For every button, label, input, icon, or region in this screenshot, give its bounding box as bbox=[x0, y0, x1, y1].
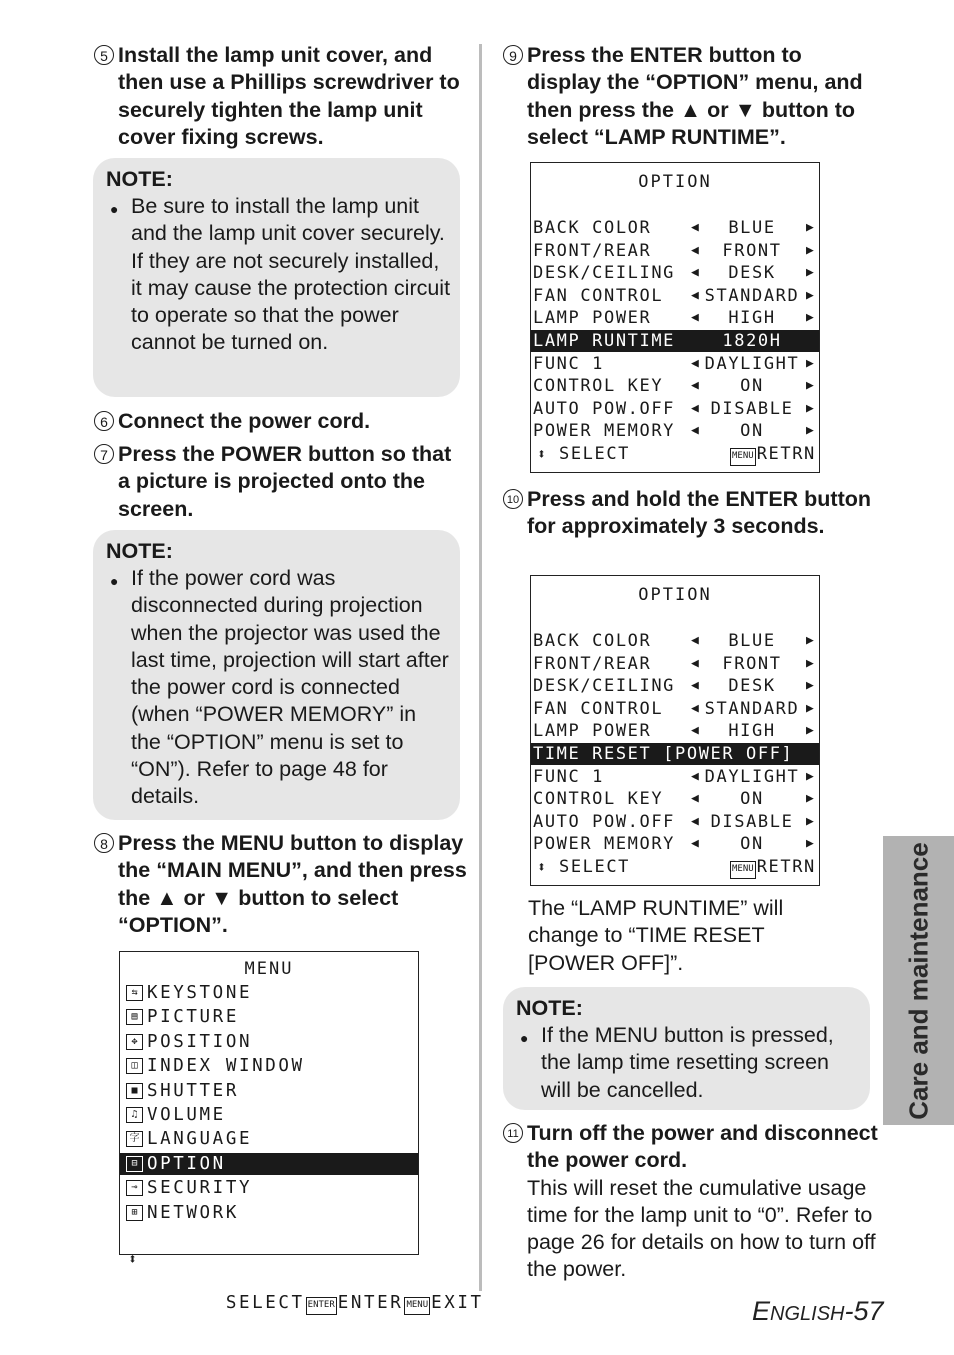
step-6 bbox=[94, 408, 469, 435]
option-row[interactable] bbox=[531, 285, 819, 307]
section-tab bbox=[883, 836, 954, 1125]
return-label: RETRN bbox=[756, 857, 816, 877]
menu-item-label: LANGUAGE bbox=[147, 1129, 253, 1150]
option-row[interactable] bbox=[531, 330, 819, 352]
menu-item[interactable] bbox=[120, 1031, 418, 1053]
result-text: The “LAMP RUNTIME” will change to “TIME RESET [POWER OFF]”. bbox=[528, 896, 784, 975]
step-text: Press and hold the ENTER button for approximately 3 seconds. bbox=[527, 487, 872, 539]
step-11 bbox=[503, 1120, 878, 1284]
option-value: DESK bbox=[728, 676, 776, 697]
option-label: LAMP POWER bbox=[533, 308, 652, 329]
right-arrow-icon: ▶ bbox=[806, 287, 816, 303]
option-row[interactable] bbox=[531, 630, 819, 652]
option-label: LAMP POWER bbox=[533, 721, 652, 742]
menu-item[interactable] bbox=[120, 1006, 418, 1028]
menu-item[interactable] bbox=[120, 1080, 418, 1102]
step-9 bbox=[503, 42, 878, 151]
note-text: If the power cord was disconnected during projection when the projector was used the last time, projection will start after the power cord is connected (when “POWER MEMORY” in the “OPTION” menu is set to “ON”). Refer to page 48 for details. bbox=[131, 566, 449, 809]
option-row[interactable] bbox=[531, 788, 819, 810]
option-label: AUTO POW.OFF bbox=[533, 398, 676, 419]
left-arrow-icon: ◀ bbox=[691, 678, 701, 694]
bullet-icon: ● bbox=[520, 1030, 529, 1046]
menu-title: MENU bbox=[244, 959, 294, 979]
note-box bbox=[503, 987, 870, 1110]
option-value: ON bbox=[740, 376, 764, 397]
step-text: Press the ENTER button to display the “OPTION” menu, and then press the ▲ or ▼ button to select “LAMP RUNTIME”. bbox=[527, 43, 863, 149]
menu-item-label: SHUTTER bbox=[147, 1080, 239, 1101]
left-arrow-icon: ◀ bbox=[691, 265, 701, 281]
option-value: BLUE bbox=[728, 631, 776, 651]
option-value: ON bbox=[740, 421, 764, 442]
menu-item[interactable] bbox=[120, 1177, 418, 1199]
select-label: SELECT bbox=[559, 857, 631, 877]
note-heading: NOTE: bbox=[106, 539, 173, 563]
note-heading: NOTE: bbox=[106, 167, 173, 191]
menu-item-label: NETWORK bbox=[147, 1202, 239, 1223]
option-icon: ⊟ bbox=[126, 1156, 143, 1172]
option-label: POWER MEMORY bbox=[533, 421, 676, 442]
right-arrow-icon: ▶ bbox=[806, 655, 816, 671]
menu-item[interactable] bbox=[120, 982, 418, 1004]
option-value: DAYLIGHT bbox=[704, 353, 800, 374]
network-icon: ⊞ bbox=[126, 1205, 143, 1221]
menu-item[interactable] bbox=[120, 1104, 418, 1126]
step-number: 10 bbox=[503, 489, 523, 509]
bullet-icon: ● bbox=[110, 573, 119, 589]
left-arrow-icon: ◀ bbox=[691, 836, 701, 852]
language-icon: 字 bbox=[126, 1131, 143, 1147]
menu-item[interactable] bbox=[120, 1153, 418, 1175]
option-menu-reset-screen bbox=[530, 575, 820, 886]
option-row[interactable] bbox=[531, 698, 819, 720]
option-row[interactable] bbox=[531, 217, 819, 239]
section-tab-label: Care and maintenance bbox=[903, 841, 933, 1120]
menu-key-icon: MENU bbox=[730, 448, 756, 466]
option-row[interactable] bbox=[531, 675, 819, 697]
option-row[interactable] bbox=[531, 653, 819, 675]
menu-key-icon: MENU bbox=[730, 861, 756, 879]
select-label: SELECT bbox=[559, 444, 631, 464]
page-number bbox=[752, 1296, 884, 1327]
option-label: DESK/CEILING bbox=[533, 676, 676, 697]
exit-label: EXIT bbox=[431, 1293, 484, 1313]
step-number: 6 bbox=[94, 411, 114, 431]
option-row[interactable] bbox=[531, 240, 819, 262]
option-menu-screen bbox=[530, 162, 820, 473]
step-text: Connect the power cord. bbox=[118, 409, 371, 433]
step-8 bbox=[94, 830, 469, 939]
option-label: FRONT/REAR bbox=[533, 240, 652, 261]
right-arrow-icon: ▶ bbox=[806, 678, 816, 694]
option-row[interactable] bbox=[531, 743, 819, 765]
language-rest: NGLISH bbox=[770, 1303, 845, 1325]
column-divider bbox=[479, 44, 482, 1291]
option-row[interactable] bbox=[531, 420, 819, 442]
menu-key-icon: MENU bbox=[404, 1297, 430, 1315]
right-arrow-icon: ▶ bbox=[806, 791, 816, 807]
shutter-icon: ■ bbox=[126, 1083, 143, 1099]
option-value: DAYLIGHT bbox=[704, 766, 800, 787]
enter-label: ENTER bbox=[337, 1293, 404, 1313]
menu-item[interactable] bbox=[120, 1202, 418, 1224]
step-10 bbox=[503, 486, 878, 541]
main-menu-screen bbox=[119, 951, 484, 1313]
option-label: AUTO POW.OFF bbox=[533, 811, 676, 832]
left-arrow-icon: ◀ bbox=[691, 310, 701, 326]
option-label: CONTROL KEY bbox=[533, 376, 664, 397]
option-label: POWER MEMORY bbox=[533, 834, 676, 855]
menu-item-label: OPTION bbox=[147, 1153, 226, 1174]
right-arrow-icon: ▶ bbox=[806, 723, 816, 739]
step-text: Turn off the power and disconnect the power cord. bbox=[527, 1121, 878, 1173]
keystone-icon: ⇆ bbox=[126, 985, 143, 1001]
menu-item-label: INDEX WINDOW bbox=[147, 1056, 305, 1077]
left-arrow-icon: ◀ bbox=[691, 633, 701, 648]
note-box bbox=[93, 530, 460, 820]
picture-icon: ▤ bbox=[126, 1009, 143, 1025]
option-value: ON bbox=[740, 834, 764, 855]
menu-item-label: VOLUME bbox=[147, 1105, 226, 1125]
left-arrow-icon: ◀ bbox=[691, 400, 701, 416]
step-text: Install the lamp unit cover, and then use a Phillips screwdriver to securely tighten the lamp unit cover fixing screws. bbox=[118, 43, 460, 149]
language-initial: E bbox=[752, 1296, 771, 1326]
option-value: DISABLE bbox=[710, 811, 794, 832]
note-text: Be sure to install the lamp unit and the lamp unit cover securely. If they are not securely installed, it may cause the protection circuit to operate so that the power cannot be turned on. bbox=[131, 194, 451, 355]
option-label: LAMP RUNTIME bbox=[533, 331, 676, 351]
menu-item-label: KEYSTONE bbox=[147, 983, 253, 1003]
option-value: HIGH bbox=[728, 308, 776, 329]
security-icon: ⊸ bbox=[126, 1180, 143, 1196]
option-label: TIME RESET [POWER OFF] bbox=[533, 744, 794, 764]
option-label: BACK COLOR bbox=[533, 218, 652, 238]
option-row[interactable] bbox=[531, 375, 819, 397]
right-arrow-icon: ▶ bbox=[806, 310, 816, 326]
option-row[interactable] bbox=[531, 353, 819, 375]
left-arrow-icon: ◀ bbox=[691, 813, 701, 829]
note-heading: NOTE: bbox=[516, 996, 583, 1020]
option-value: ON bbox=[740, 789, 764, 810]
option-value: DISABLE bbox=[710, 398, 794, 419]
option-row[interactable] bbox=[531, 262, 819, 284]
right-arrow-icon: ▶ bbox=[806, 242, 816, 258]
option-value: STANDARD bbox=[704, 285, 800, 306]
volume-icon: ♫ bbox=[126, 1107, 143, 1123]
option-value: HIGH bbox=[728, 721, 776, 742]
option-row[interactable] bbox=[531, 307, 819, 329]
right-arrow-icon: ▶ bbox=[806, 400, 816, 416]
option-value: FRONT bbox=[722, 240, 782, 261]
option-label: FAN CONTROL bbox=[533, 698, 664, 719]
option-label: CONTROL KEY bbox=[533, 789, 664, 810]
menu-item-label: SECURITY bbox=[147, 1178, 253, 1199]
note-box bbox=[93, 158, 460, 397]
option-label: FUNC 1 bbox=[533, 353, 605, 374]
menu-footer bbox=[120, 1226, 484, 1313]
left-arrow-icon: ◀ bbox=[691, 791, 701, 807]
option-row[interactable] bbox=[531, 766, 819, 788]
step-5 bbox=[94, 42, 469, 151]
menu-item-label: POSITION bbox=[147, 1031, 253, 1052]
right-arrow-icon: ▶ bbox=[806, 813, 816, 829]
return-label: RETRN bbox=[756, 444, 816, 464]
option-value: 1820H bbox=[722, 331, 782, 351]
step-text: Press the MENU button to display the “MAIN MENU”, and then press the ▲ or ▼ button to select “OPTION”. bbox=[118, 831, 467, 937]
option-value: BLUE bbox=[728, 218, 776, 238]
step-number: 7 bbox=[94, 444, 114, 464]
menu-item[interactable] bbox=[120, 1128, 418, 1150]
left-arrow-icon: ◀ bbox=[691, 242, 701, 258]
left-arrow-icon: ◀ bbox=[691, 355, 701, 371]
right-arrow-icon: ▶ bbox=[806, 700, 816, 716]
option-label: FUNC 1 bbox=[533, 766, 605, 787]
step-number: 5 bbox=[94, 45, 114, 65]
option-label: FRONT/REAR bbox=[533, 653, 652, 674]
option-row[interactable] bbox=[531, 811, 819, 833]
up-down-icon: ⬍ bbox=[537, 858, 548, 876]
option-footer bbox=[531, 443, 819, 465]
left-arrow-icon: ◀ bbox=[691, 655, 701, 671]
option-row[interactable] bbox=[531, 398, 819, 420]
left-arrow-icon: ◀ bbox=[691, 220, 701, 235]
left-arrow-icon: ◀ bbox=[691, 423, 701, 439]
page-number-value: -57 bbox=[844, 1296, 884, 1326]
right-arrow-icon: ▶ bbox=[806, 378, 816, 394]
step-number: 9 bbox=[503, 45, 523, 65]
menu-item[interactable] bbox=[120, 1055, 418, 1077]
note-text: If the MENU button is pressed, the lamp time resetting screen will be cancelled. bbox=[541, 1023, 834, 1102]
step-body: This will reset the cumulative usage time for the lamp unit to “0”. Refer to page 26 for details on how to turn off the power. bbox=[527, 1175, 876, 1282]
right-arrow-icon: ▶ bbox=[806, 265, 816, 281]
enter-key-icon: ENTER bbox=[306, 1297, 337, 1315]
step-7 bbox=[94, 441, 469, 523]
index-window-icon: ◫ bbox=[126, 1058, 143, 1074]
right-arrow-icon: ▶ bbox=[806, 220, 816, 235]
option-title: OPTION bbox=[638, 172, 712, 192]
right-arrow-icon: ▶ bbox=[806, 836, 816, 852]
option-footer bbox=[531, 856, 819, 878]
option-label: DESK/CEILING bbox=[533, 263, 676, 284]
option-label: FAN CONTROL bbox=[533, 285, 664, 306]
left-arrow-icon: ◀ bbox=[691, 700, 701, 716]
select-label: SELECT bbox=[225, 1293, 305, 1313]
step-number: 8 bbox=[94, 833, 114, 853]
option-label: BACK COLOR bbox=[533, 631, 652, 651]
up-down-icon: ⬍ bbox=[128, 1250, 140, 1268]
option-row[interactable] bbox=[531, 720, 819, 742]
right-arrow-icon: ▶ bbox=[806, 633, 816, 648]
right-arrow-icon: ▶ bbox=[806, 768, 816, 784]
option-value: FRONT bbox=[722, 653, 782, 674]
up-down-icon: ⬍ bbox=[537, 445, 548, 463]
option-title: OPTION bbox=[638, 585, 712, 605]
step-number: 11 bbox=[503, 1123, 523, 1143]
option-value: STANDARD bbox=[704, 698, 800, 719]
menu-item-label: PICTURE bbox=[147, 1007, 239, 1028]
left-arrow-icon: ◀ bbox=[691, 378, 701, 394]
left-arrow-icon: ◀ bbox=[691, 723, 701, 739]
option-value: DESK bbox=[728, 263, 776, 284]
left-arrow-icon: ◀ bbox=[691, 768, 701, 784]
left-arrow-icon: ◀ bbox=[691, 287, 701, 303]
option-row[interactable] bbox=[531, 833, 819, 855]
position-icon: ✥ bbox=[126, 1034, 143, 1050]
step-text: Press the POWER button so that a picture is projected onto the screen. bbox=[118, 442, 452, 521]
right-arrow-icon: ▶ bbox=[806, 355, 816, 371]
right-arrow-icon: ▶ bbox=[806, 423, 816, 439]
bullet-icon: ● bbox=[110, 201, 119, 217]
